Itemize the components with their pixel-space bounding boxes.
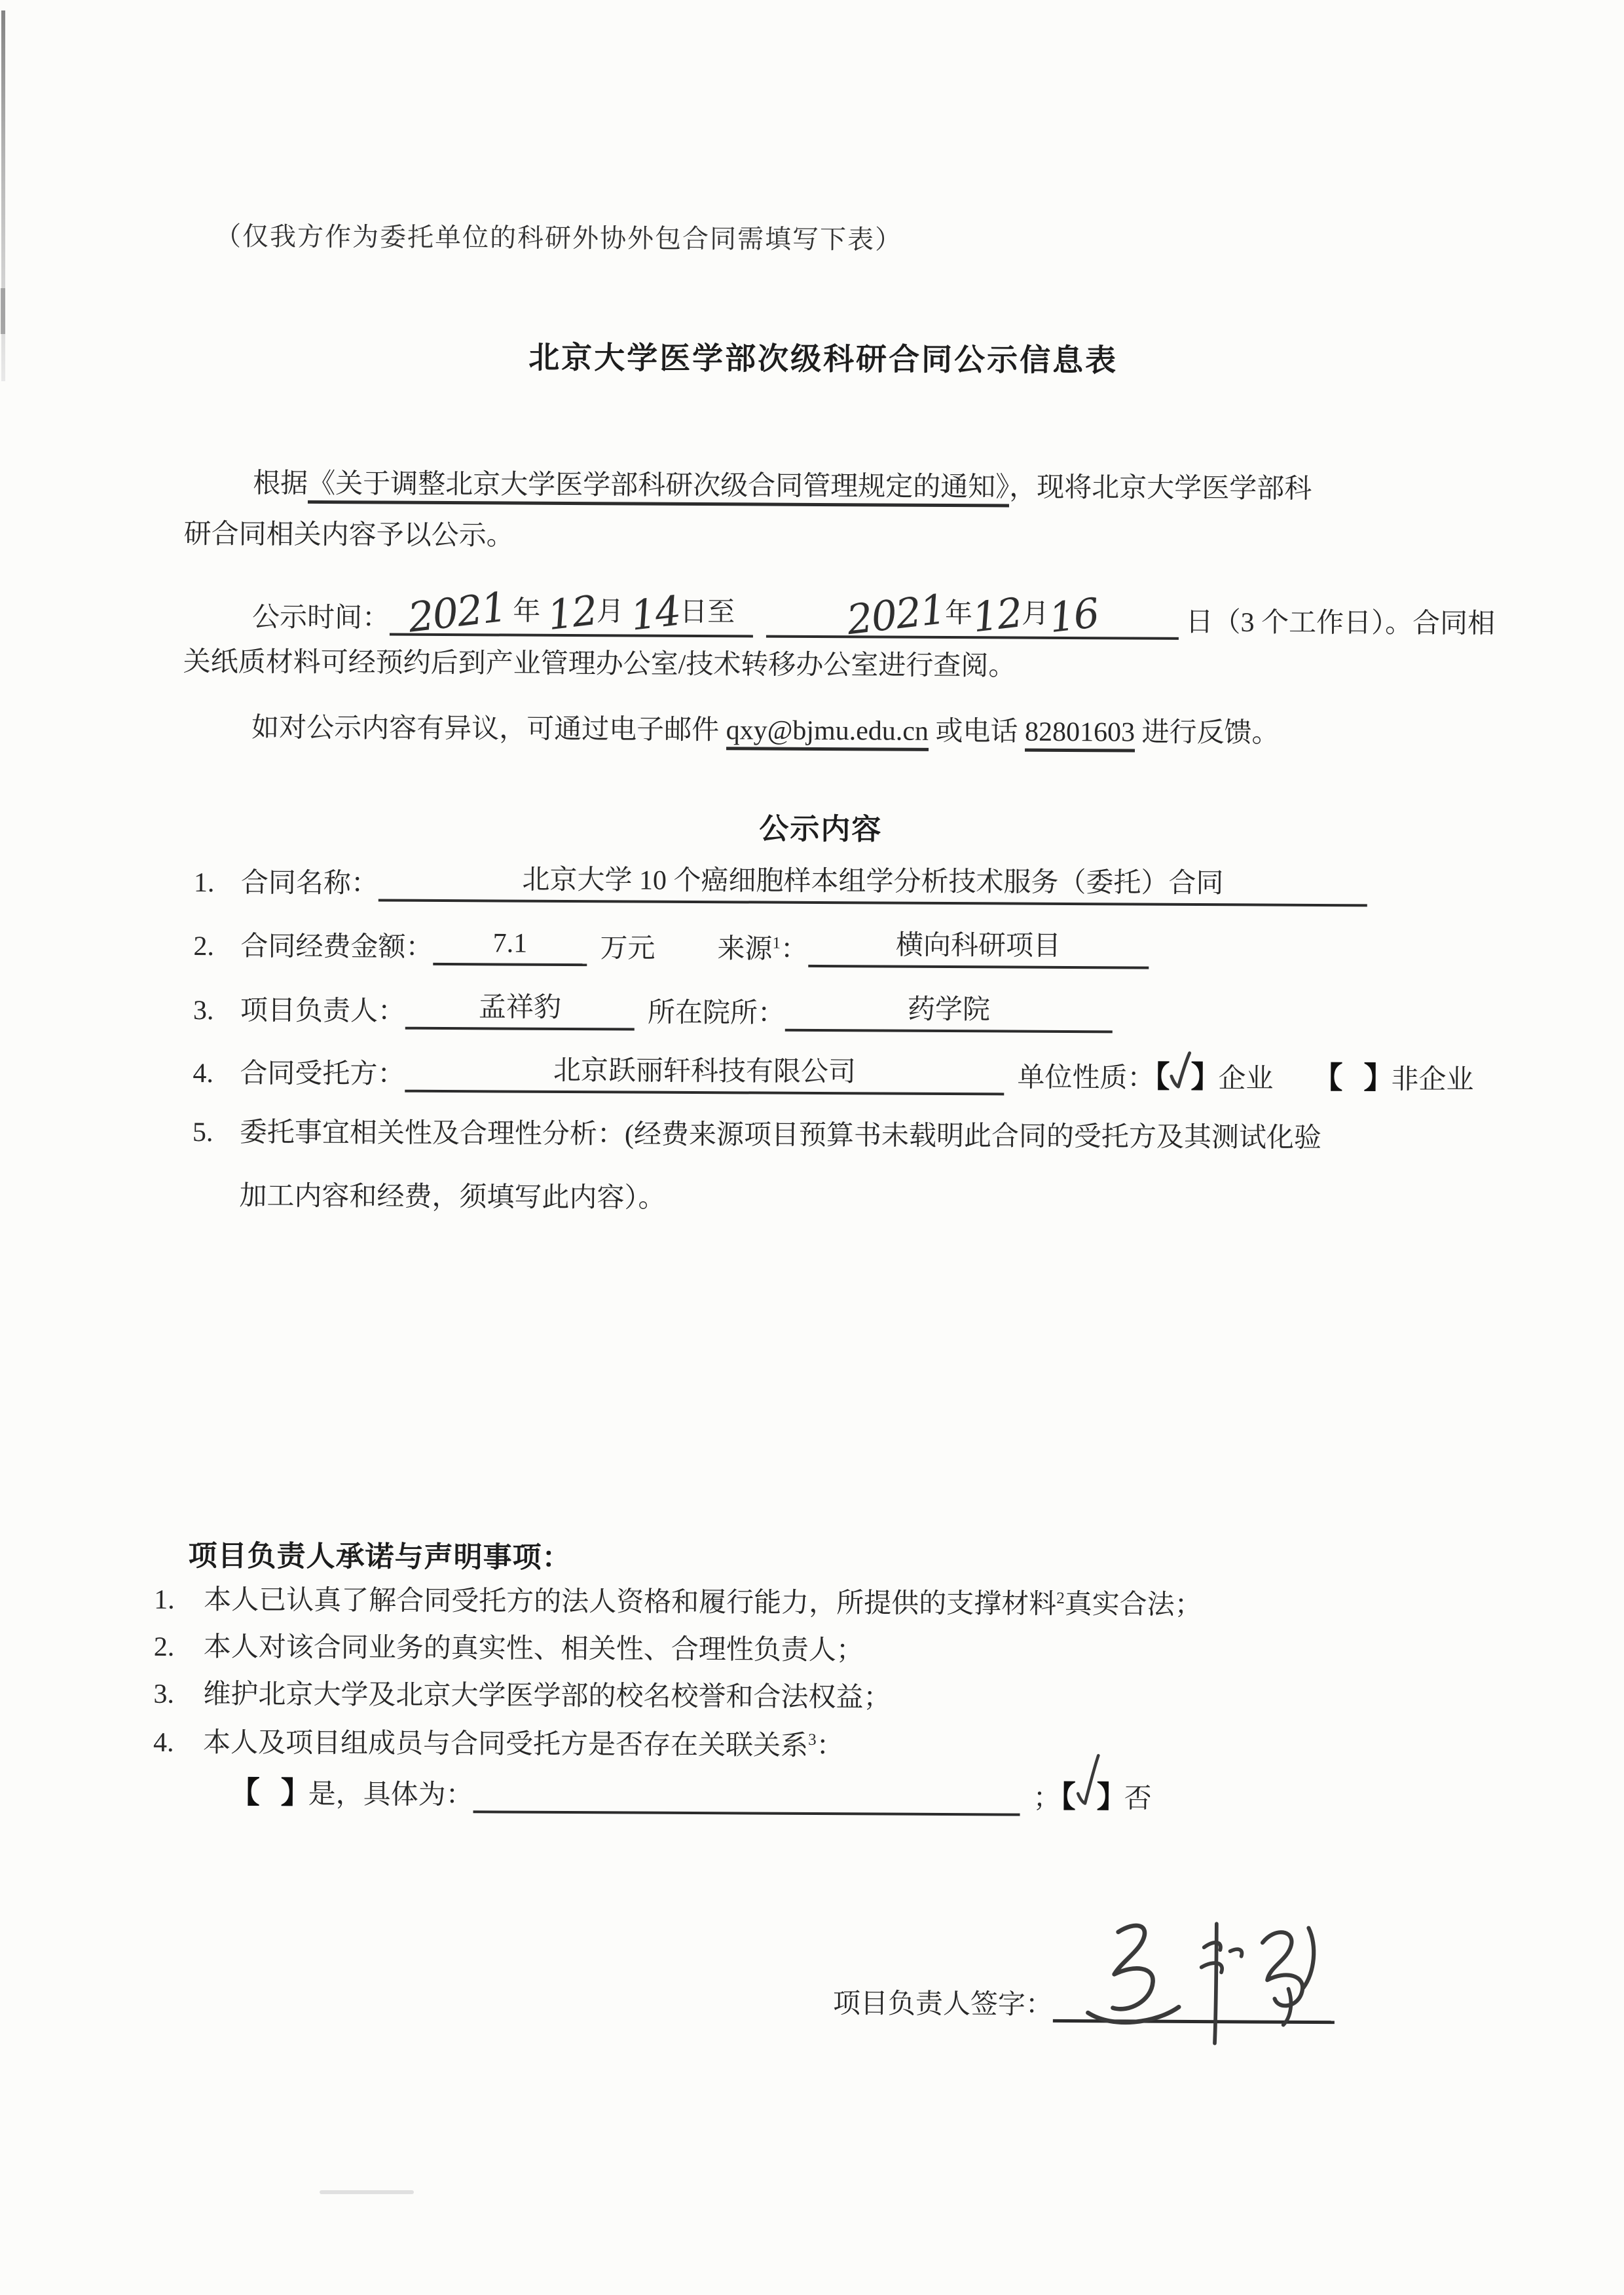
leader-name-value: 孟祥豹 <box>405 990 635 1030</box>
analysis-note: (经费来源项目预算书未载明此合同的受托方及其测试化验 <box>624 1119 1322 1154</box>
handwritten-day-1: 14 <box>628 586 683 640</box>
contract-amount-row <box>193 925 1149 969</box>
feedback-middle: 或电话 <box>928 716 1025 747</box>
declaration-text: 维护北京大学及北京大学医学部的校名校誉和合法权益； <box>203 1679 891 1713</box>
declaration-text: 本人及项目组成员与合同受托方是否存在关联关系 <box>202 1728 809 1761</box>
top-note: （仅我方作为委托单位的科研外协外包合同需填写下表） <box>214 221 903 255</box>
handwritten-month-1: 12 <box>544 586 599 640</box>
enterprise-check-slot <box>1167 1060 1190 1092</box>
item-number: 1. <box>154 1584 175 1615</box>
signature-blank <box>1053 1984 1335 2024</box>
month-unit: 月 <box>596 597 624 627</box>
declaration-heading: 项目负责人承诺与声明事项： <box>188 1539 572 1575</box>
declaration-item-2 <box>154 1630 864 1668</box>
relation-separator: ； <box>1033 1783 1061 1814</box>
period-end-date-blank <box>766 585 1179 644</box>
declaration-text-tail: 真实合法； <box>1064 1589 1202 1621</box>
bracket-open: 【 <box>1154 1059 1168 1094</box>
paragraph-indent <box>183 736 251 737</box>
intro-prefix: 根据 <box>253 468 308 499</box>
to-unit: 日至 <box>680 597 735 628</box>
item-number: 2. <box>153 1632 175 1662</box>
dept-value: 药学院 <box>785 992 1113 1033</box>
source-value: 横向科研项目 <box>808 928 1149 969</box>
handwritten-signature <box>1069 1912 1319 2048</box>
relation-yes-checkbox <box>229 1775 473 1811</box>
contract-name-value: 北京大学 10 个癌细胞样本组学分析技术服务（委托）合同 <box>378 862 1367 906</box>
analysis-row <box>193 1115 1321 1156</box>
relation-no-check-slot <box>1073 1780 1097 1812</box>
feedback-prefix: 如对公示内容有异议，可通过电子邮件 <box>251 713 726 746</box>
footnote-superscript-3: 3 <box>808 1730 817 1749</box>
intro-line-2: 研合同相关内容予以公示。 <box>183 519 514 551</box>
month-unit-2: 月 <box>1021 599 1050 629</box>
amount-label: 合同经费金额： <box>240 931 434 963</box>
amount-unit: 万元 <box>600 933 655 964</box>
relation-yes-check-slot <box>257 1776 281 1808</box>
non-enterprise-option-label: 非企业 <box>1391 1064 1474 1096</box>
section-heading-content: 公示内容 <box>759 812 883 846</box>
enterprise-option-label: 企业 <box>1218 1064 1274 1094</box>
handwritten-month-2: 12 <box>970 588 1024 642</box>
declaration-text: 本人对该合同业务的真实性、相关性、合理性负责人； <box>203 1632 864 1666</box>
publicity-period-line-2: 关纸质材料可经预约后到产业管理办公室/技术转移办公室进行查阅。 <box>183 646 1016 682</box>
relation-no-label: 否 <box>1124 1783 1152 1814</box>
item-number: 3. <box>193 995 214 1026</box>
source-label: 来源 <box>717 934 773 965</box>
bracket-close: 】 <box>1363 1060 1392 1095</box>
feedback-suffix: 进行反馈。 <box>1134 717 1280 749</box>
publicity-period-line <box>183 582 1496 644</box>
footnote-superscript-1: 1 <box>772 934 781 952</box>
item-number: 2. <box>193 931 215 962</box>
bracket-close: 】 <box>1096 1780 1124 1814</box>
intro-suffix: ，现将北京大学医学部科 <box>1009 472 1312 504</box>
project-leader-row <box>193 989 1113 1033</box>
relation-detail-blank <box>473 1808 1020 1816</box>
regulation-doc-title: 《关于调整北京大学医学部科研次级合同管理规定的通知》 <box>308 469 1009 508</box>
period-tail: （3 个工作日）。合同相 <box>1213 607 1496 639</box>
item-number: 1. <box>193 867 215 899</box>
bracket-open: 【 <box>229 1775 257 1810</box>
item-number: 4. <box>193 1058 214 1089</box>
contractor-value: 北京跃丽轩科技有限公司 <box>405 1053 1004 1095</box>
source-colon: ： <box>780 934 809 965</box>
period-label: 公示时间： <box>251 602 390 634</box>
bracket-open: 【 <box>1060 1779 1073 1814</box>
declaration-item-3 <box>153 1677 891 1715</box>
analysis-row-line-2: 加工内容和经费，须填写此内容）。 <box>239 1181 666 1214</box>
dept-label: 所在院所： <box>647 998 786 1029</box>
item-number: 5. <box>192 1117 213 1148</box>
handwritten-day-2: 16 <box>1046 588 1101 643</box>
feedback-email: qxy@bjmu.edu.cn <box>726 715 929 751</box>
declaration-text-tail: ： <box>816 1730 844 1762</box>
relation-yes-label: 是，具体为： <box>308 1779 473 1811</box>
year-unit: 年 <box>513 596 541 627</box>
feedback-phone: 82801603 <box>1025 717 1135 753</box>
relation-line <box>230 1774 1152 1816</box>
intro-line-1 <box>184 466 1312 507</box>
handwritten-year-2: 2021 <box>844 585 948 644</box>
signature-label: 项目负责人签字： <box>832 1988 1054 2021</box>
analysis-label: 委托事宜相关性及合理性分析： <box>239 1117 625 1150</box>
relation-no-checkbox <box>1060 1779 1152 1814</box>
declaration-text: 本人已认真了解合同受托方的法人资格和履行能力，所提供的支撑材料 <box>204 1585 1057 1620</box>
feedback-line <box>183 711 1280 751</box>
contractor-label: 合同受托方： <box>240 1058 405 1090</box>
nature-label: 单位性质： <box>1017 1062 1155 1094</box>
bracket-close: 】 <box>1190 1059 1219 1094</box>
bracket-open: 【 <box>1312 1060 1340 1095</box>
form-title: 北京大学医学部次级科研合同公示信息表 <box>528 339 1118 378</box>
checkmark-icon <box>1167 1052 1190 1094</box>
declaration-item-4 <box>153 1726 844 1764</box>
item-number: 4. <box>153 1727 174 1758</box>
paragraph-indent <box>184 492 253 493</box>
bracket-close: 】 <box>280 1775 308 1810</box>
handwritten-year-1: 2021 <box>405 582 509 642</box>
contract-name-row <box>194 861 1367 906</box>
day-unit: 日 <box>1185 607 1213 638</box>
leader-label: 项目负责人： <box>240 996 406 1027</box>
item-number: 3. <box>153 1679 175 1709</box>
non-enterprise-check-slot <box>1340 1060 1363 1093</box>
footnote-superscript-2: 2 <box>1056 1589 1065 1607</box>
amount-value: 7.1 <box>433 926 587 966</box>
contract-name-label: 合同名称： <box>240 868 379 899</box>
year-unit-2: 年 <box>944 598 973 629</box>
declaration-item-1 <box>154 1583 1202 1623</box>
period-start-date-blank <box>390 582 753 642</box>
signature-row <box>833 1983 1335 2024</box>
paragraph-indent <box>183 625 252 626</box>
contractor-row <box>193 1052 1473 1098</box>
non-enterprise-checkbox <box>1312 1060 1474 1096</box>
checkmark-icon <box>1073 1749 1100 1814</box>
enterprise-checkbox <box>1154 1059 1274 1094</box>
